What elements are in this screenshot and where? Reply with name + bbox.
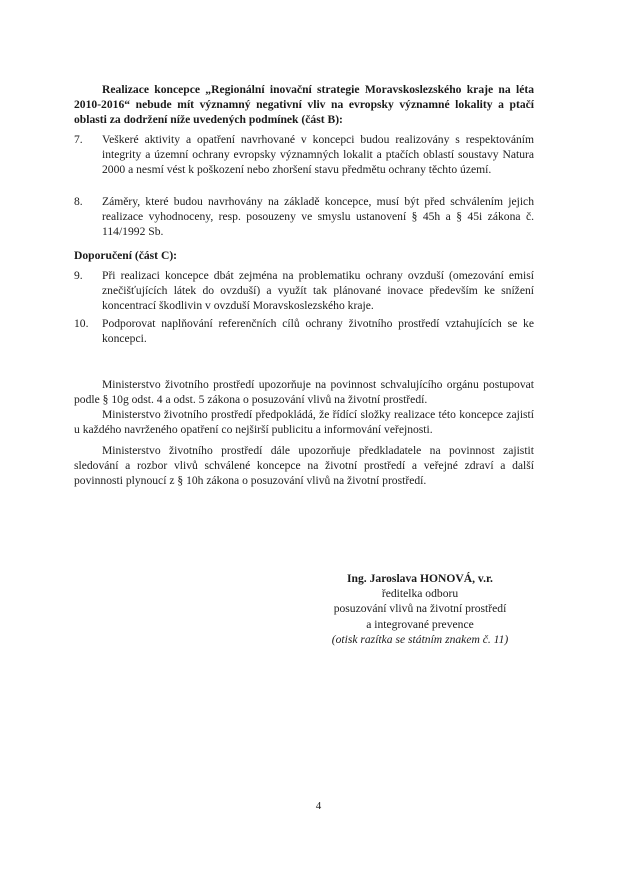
page-number: 4 bbox=[315, 800, 322, 812]
recommendations-heading: Doporučení (část C): bbox=[74, 249, 178, 262]
intro-paragraph: Realizace koncepce „Regionální inovační strategie Moravskoslezského kraje na léta 2010-2016“ nebude mít významný negativní vliv na evropsky významné lokality a ptačí oblasti za dodržení níže uvedených podmínek (část B): bbox=[74, 83, 534, 127]
recommendation-text: Při realizaci koncepce dbát zejména na problematiku ochrany ovzduší (omezování emisí znečišťujících látek do ovzduší) a využít tak plánované inovace především ke snížení koncentrací škodlivin v ovzduší Moravskoslezského kraje. bbox=[102, 269, 534, 313]
condition-item-7 bbox=[74, 132, 534, 178]
signature-block bbox=[300, 571, 540, 647]
condition-text: Veškeré aktivity a opatření navrhované v koncepci budou realizovány s respektováním integrity a územní ochrany evropsky významných lokalit a ptačích oblastí soustavy Natura 2000 a nesmí vést k poškození nebo zhoršení stavu předmětu ochrany těchto území. bbox=[102, 133, 534, 177]
signatory-title-line1: ředitelka odboru bbox=[381, 587, 459, 601]
signatory-name: Ing. Jaroslava HONOVÁ, v.r. bbox=[347, 572, 493, 585]
paragraph-publicity: Ministerstvo životního prostředí předpokládá, že řídící složky realizace této koncepce zajistí u každého navrženého opatření co nejširší publicitu a informování veřejnosti. bbox=[74, 408, 534, 437]
recommendation-text: Podporovat naplňování referenčních cílů ochrany životního prostředí vztahujících se ke koncepci. bbox=[102, 317, 534, 346]
condition-text: Záměry, které budou navrhovány na základě koncepce, musí být před schválením jejich realizace vyhodnoceny, resp. posouzeny ve smyslu ustanovení § 45h a § 45i zákona č. 114/1992 Sb. bbox=[102, 195, 534, 239]
paragraph-approval-procedure: Ministerstvo životního prostředí upozorňuje na povinnost schvalujícího orgánu postupovat podle § 10g odst. 4 a odst. 5 zákona o posuzování vlivů na životní prostředí. bbox=[74, 378, 534, 407]
signatory-title-line2: posuzování vlivů na životní prostředí bbox=[333, 602, 507, 616]
stamp-note: (otisk razítka se státním znakem č. 11) bbox=[331, 632, 509, 646]
recommendation-item-10 bbox=[74, 316, 534, 346]
condition-number: 8. bbox=[74, 195, 83, 208]
paragraph-monitoring: Ministerstvo životního prostředí dále upozorňuje předkladatele na povinnost zajistit sledování a rozbor vlivů schválené koncepce na životní prostředí a veřejné zdraví a další povinnosti plynoucí z § 10h zákona o posuzování vlivů na životní prostředí. bbox=[74, 444, 534, 488]
recommendation-number: 10. bbox=[74, 317, 89, 330]
recommendation-item-9 bbox=[74, 268, 534, 314]
recommendation-number: 9. bbox=[74, 269, 83, 282]
signatory-title-line3: a integrované prevence bbox=[366, 617, 474, 631]
condition-number: 7. bbox=[74, 133, 83, 146]
condition-item-8 bbox=[74, 194, 534, 240]
